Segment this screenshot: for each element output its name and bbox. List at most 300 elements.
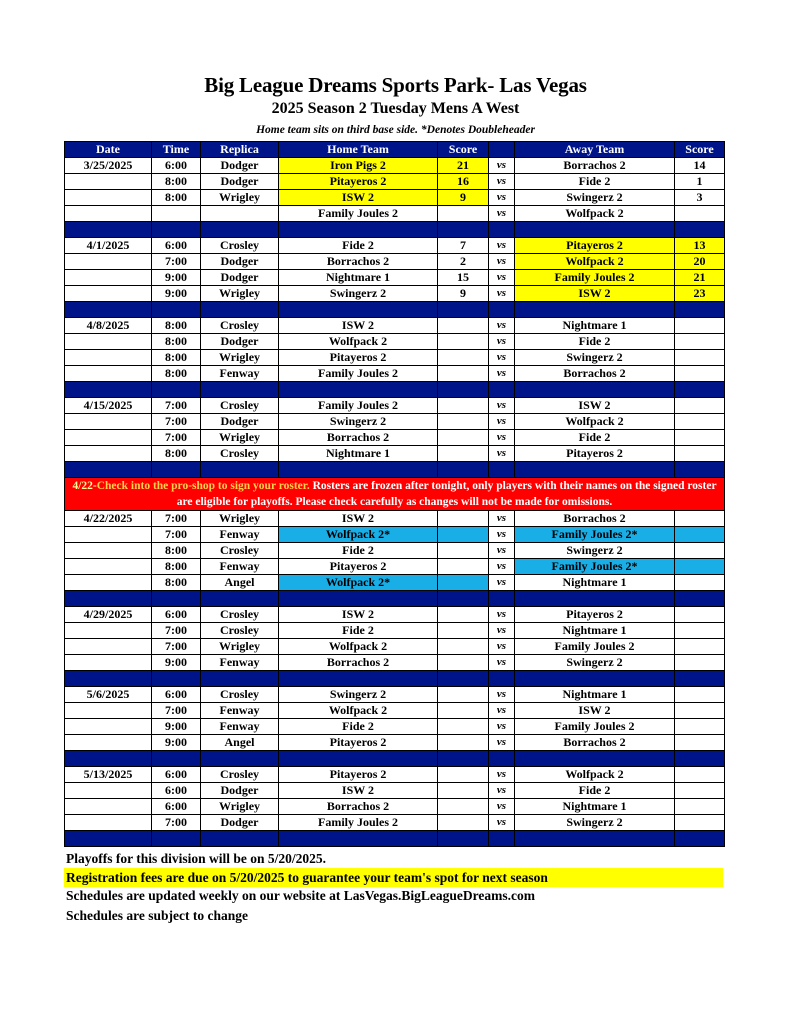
vs-label: vs: [489, 719, 515, 735]
separator-cell: [675, 591, 725, 607]
vs-label: vs: [489, 767, 515, 783]
separator-cell: [675, 671, 725, 687]
game-row: [65, 623, 725, 639]
game-row: [65, 767, 725, 783]
vs-label: vs: [489, 639, 515, 655]
week-separator-row: [65, 462, 725, 478]
game-replica-field: Dodger: [201, 254, 279, 270]
vs-label: vs: [489, 511, 515, 527]
game-row: [65, 607, 725, 623]
game-replica-field: Crosley: [201, 318, 279, 334]
game-row: [65, 238, 725, 254]
separator-cell: [279, 831, 438, 847]
home-score: 7: [438, 238, 489, 254]
away-score: [675, 767, 725, 783]
roster-notice-row: [65, 478, 725, 511]
home-score: [438, 655, 489, 671]
vs-label: vs: [489, 655, 515, 671]
game-date: [65, 350, 152, 366]
game-row: [65, 655, 725, 671]
away-score: 3: [675, 190, 725, 206]
separator-cell: [489, 382, 515, 398]
separator-cell: [515, 302, 675, 318]
away-score: [675, 687, 725, 703]
game-date: 4/8/2025: [65, 318, 152, 334]
game-row: [65, 398, 725, 414]
away-score: 21: [675, 270, 725, 286]
col-header-date: Date: [65, 142, 152, 158]
away-team: ISW 2: [515, 703, 675, 719]
separator-cell: [438, 831, 489, 847]
home-team: Iron Pigs 2: [279, 158, 438, 174]
home-score: [438, 783, 489, 799]
separator-cell: [201, 382, 279, 398]
vs-label: vs: [489, 703, 515, 719]
game-row: [65, 543, 725, 559]
game-row: [65, 350, 725, 366]
home-team: Pitayeros 2: [279, 350, 438, 366]
away-team: Swingerz 2: [515, 350, 675, 366]
home-score: [438, 334, 489, 350]
game-date: 4/22/2025: [65, 511, 152, 527]
schedule-note: Home team sits on third base side. *Denotes Doubleheader: [256, 124, 535, 136]
separator-cell: [65, 591, 152, 607]
vs-label: vs: [489, 238, 515, 254]
game-replica-field: Dodger: [201, 158, 279, 174]
separator-cell: [515, 462, 675, 478]
home-team: Pitayeros 2: [279, 174, 438, 190]
away-team: Swingerz 2: [515, 655, 675, 671]
away-team: Family Joules 2: [515, 639, 675, 655]
game-row: [65, 575, 725, 591]
separator-cell: [489, 831, 515, 847]
game-date: [65, 639, 152, 655]
home-score: [438, 398, 489, 414]
game-replica-field: Crosley: [201, 398, 279, 414]
home-score: [438, 735, 489, 751]
game-time: 8:00: [152, 318, 201, 334]
separator-cell: [201, 302, 279, 318]
separator-cell: [279, 302, 438, 318]
game-time: 8:00: [152, 446, 201, 462]
registration-note: Registration fees are due on 5/20/2025 to guarantee your team's spot for next season: [64, 868, 723, 887]
away-team: Fide 2: [515, 334, 675, 350]
home-team: ISW 2: [279, 511, 438, 527]
separator-cell: [675, 462, 725, 478]
away-score: [675, 623, 725, 639]
game-time: 6:00: [152, 158, 201, 174]
away-score: [675, 446, 725, 462]
separator-cell: [279, 462, 438, 478]
away-team: Family Joules 2*: [515, 559, 675, 575]
game-row: [65, 527, 725, 543]
away-team: Fide 2: [515, 174, 675, 190]
vs-label: vs: [489, 543, 515, 559]
game-date: [65, 783, 152, 799]
away-score: [675, 398, 725, 414]
game-replica-field: Crosley: [201, 543, 279, 559]
home-score: [438, 703, 489, 719]
away-score: [675, 607, 725, 623]
home-score: [438, 623, 489, 639]
game-replica-field: Dodger: [201, 174, 279, 190]
away-team: Fide 2: [515, 783, 675, 799]
separator-cell: [152, 222, 201, 238]
home-team: Swingerz 2: [279, 687, 438, 703]
notice-highlight: Check into the pro-shop to sign your roster.: [96, 480, 310, 492]
home-team: Family Joules 2: [279, 398, 438, 414]
separator-cell: [152, 671, 201, 687]
game-time: 6:00: [152, 767, 201, 783]
home-team: Swingerz 2: [279, 414, 438, 430]
game-row: [65, 446, 725, 462]
separator-cell: [438, 751, 489, 767]
game-date: [65, 543, 152, 559]
separator-cell: [65, 671, 152, 687]
schedule-table: [64, 141, 725, 847]
separator-cell: [201, 462, 279, 478]
game-time: 8:00: [152, 334, 201, 350]
vs-label: vs: [489, 559, 515, 575]
page-title: Big League Dreams Sports Park- Las Vegas: [204, 73, 587, 97]
game-row: [65, 366, 725, 382]
week-separator-row: [65, 671, 725, 687]
separator-cell: [489, 302, 515, 318]
vs-label: vs: [489, 334, 515, 350]
home-team: ISW 2: [279, 318, 438, 334]
game-row: [65, 687, 725, 703]
away-team: ISW 2: [515, 286, 675, 302]
game-date: [65, 190, 152, 206]
game-time: 7:00: [152, 430, 201, 446]
home-team: ISW 2: [279, 783, 438, 799]
home-team: Wolfpack 2: [279, 703, 438, 719]
game-replica-field: Fenway: [201, 527, 279, 543]
separator-cell: [65, 831, 152, 847]
away-team: Borrachos 2: [515, 158, 675, 174]
separator-cell: [489, 751, 515, 767]
game-row: [65, 286, 725, 302]
game-time: 9:00: [152, 655, 201, 671]
separator-cell: [152, 831, 201, 847]
game-replica-field: Fenway: [201, 559, 279, 575]
vs-label: vs: [489, 398, 515, 414]
game-row: [65, 703, 725, 719]
home-score: [438, 430, 489, 446]
game-date: [65, 815, 152, 831]
home-score: [438, 799, 489, 815]
game-date: 5/13/2025: [65, 767, 152, 783]
vs-label: vs: [489, 286, 515, 302]
game-row: [65, 270, 725, 286]
separator-cell: [675, 382, 725, 398]
col-header-home-team: Home Team: [279, 142, 438, 158]
away-score: [675, 334, 725, 350]
roster-notice: [65, 478, 725, 511]
away-team: Nightmare 1: [515, 799, 675, 815]
game-time: 8:00: [152, 350, 201, 366]
home-score: 9: [438, 286, 489, 302]
home-team: Borrachos 2: [279, 430, 438, 446]
vs-label: vs: [489, 575, 515, 591]
separator-cell: [152, 591, 201, 607]
home-team: Wolfpack 2*: [279, 527, 438, 543]
vs-label: vs: [489, 158, 515, 174]
home-score: [438, 559, 489, 575]
schedule-body: [65, 158, 725, 847]
home-score: 16: [438, 174, 489, 190]
home-team: Fide 2: [279, 238, 438, 254]
separator-cell: [65, 302, 152, 318]
vs-label: vs: [489, 318, 515, 334]
game-time: 9:00: [152, 719, 201, 735]
home-team: Wolfpack 2: [279, 334, 438, 350]
separator-cell: [152, 462, 201, 478]
game-row: [65, 735, 725, 751]
separator-cell: [438, 382, 489, 398]
game-time: 7:00: [152, 815, 201, 831]
game-time: 6:00: [152, 238, 201, 254]
vs-label: vs: [489, 190, 515, 206]
home-score: [438, 350, 489, 366]
separator-cell: [515, 831, 675, 847]
home-team: Wolfpack 2: [279, 639, 438, 655]
game-row: [65, 719, 725, 735]
vs-label: vs: [489, 430, 515, 446]
game-time: 9:00: [152, 270, 201, 286]
game-time: 9:00: [152, 286, 201, 302]
game-row: [65, 799, 725, 815]
game-time: 7:00: [152, 414, 201, 430]
game-replica-field: Fenway: [201, 366, 279, 382]
home-score: [438, 639, 489, 655]
home-team: Wolfpack 2*: [279, 575, 438, 591]
vs-label: vs: [489, 783, 515, 799]
home-team: Fide 2: [279, 543, 438, 559]
away-score: 1: [675, 174, 725, 190]
away-score: [675, 414, 725, 430]
game-time: 9:00: [152, 735, 201, 751]
home-team: Pitayeros 2: [279, 767, 438, 783]
separator-cell: [489, 462, 515, 478]
away-score: [675, 575, 725, 591]
home-score: [438, 543, 489, 559]
away-team: Nightmare 1: [515, 687, 675, 703]
game-date: [65, 446, 152, 462]
game-row: [65, 815, 725, 831]
vs-label: vs: [489, 623, 515, 639]
game-replica-field: Crosley: [201, 623, 279, 639]
game-time: 7:00: [152, 703, 201, 719]
separator-cell: [515, 671, 675, 687]
home-team: Borrachos 2: [279, 655, 438, 671]
vs-label: vs: [489, 799, 515, 815]
home-score: [438, 719, 489, 735]
home-team: Borrachos 2: [279, 254, 438, 270]
away-score: [675, 350, 725, 366]
game-replica-field: [201, 206, 279, 222]
away-score: [675, 719, 725, 735]
home-team: ISW 2: [279, 190, 438, 206]
separator-cell: [65, 462, 152, 478]
home-score: [438, 575, 489, 591]
game-row: [65, 334, 725, 350]
game-row: [65, 254, 725, 270]
away-score: [675, 799, 725, 815]
game-time: 8:00: [152, 559, 201, 575]
home-score: 15: [438, 270, 489, 286]
game-replica-field: Fenway: [201, 655, 279, 671]
playoffs-note: Playoffs for this division will be on 5/20/2025.: [66, 851, 327, 866]
separator-cell: [65, 382, 152, 398]
separator-cell: [438, 671, 489, 687]
separator-cell: [279, 671, 438, 687]
game-time: 8:00: [152, 190, 201, 206]
home-score: [438, 527, 489, 543]
game-replica-field: Wrigley: [201, 190, 279, 206]
separator-cell: [675, 302, 725, 318]
game-row: [65, 559, 725, 575]
table-header-row: [65, 142, 725, 158]
game-date: [65, 719, 152, 735]
home-score: [438, 767, 489, 783]
separator-cell: [515, 382, 675, 398]
game-date: [65, 206, 152, 222]
game-time: 6:00: [152, 783, 201, 799]
game-date: [65, 414, 152, 430]
game-replica-field: Wrigley: [201, 286, 279, 302]
game-replica-field: Dodger: [201, 414, 279, 430]
home-team: Pitayeros 2: [279, 559, 438, 575]
game-date: 4/15/2025: [65, 398, 152, 414]
away-score: [675, 206, 725, 222]
game-replica-field: Crosley: [201, 446, 279, 462]
separator-cell: [515, 222, 675, 238]
away-score: 13: [675, 238, 725, 254]
separator-cell: [201, 831, 279, 847]
separator-cell: [675, 222, 725, 238]
game-date: [65, 799, 152, 815]
away-team: Family Joules 2*: [515, 527, 675, 543]
game-replica-field: Wrigley: [201, 799, 279, 815]
game-time: 6:00: [152, 799, 201, 815]
game-date: [65, 559, 152, 575]
col-header-away-team: Away Team: [515, 142, 675, 158]
separator-cell: [279, 222, 438, 238]
game-replica-field: Wrigley: [201, 511, 279, 527]
away-score: [675, 655, 725, 671]
game-date: 4/1/2025: [65, 238, 152, 254]
game-replica-field: Wrigley: [201, 639, 279, 655]
away-team: Wolfpack 2: [515, 414, 675, 430]
game-time: 6:00: [152, 687, 201, 703]
game-date: [65, 254, 152, 270]
away-score: 20: [675, 254, 725, 270]
vs-label: vs: [489, 206, 515, 222]
week-separator-row: [65, 751, 725, 767]
separator-cell: [279, 382, 438, 398]
home-team: Fide 2: [279, 719, 438, 735]
separator-cell: [489, 222, 515, 238]
vs-label: vs: [489, 527, 515, 543]
game-row: [65, 318, 725, 334]
away-score: [675, 559, 725, 575]
home-team: Pitayeros 2: [279, 735, 438, 751]
home-score: [438, 414, 489, 430]
game-date: 4/29/2025: [65, 607, 152, 623]
separator-cell: [152, 751, 201, 767]
vs-label: vs: [489, 270, 515, 286]
separator-cell: [438, 222, 489, 238]
col-header-home-score: Score: [438, 142, 489, 158]
away-team: Borrachos 2: [515, 735, 675, 751]
away-score: [675, 815, 725, 831]
away-score: [675, 511, 725, 527]
vs-label: vs: [489, 254, 515, 270]
away-score: [675, 543, 725, 559]
col-header-away-score: Score: [675, 142, 725, 158]
game-date: [65, 735, 152, 751]
away-score: [675, 783, 725, 799]
game-time: 7:00: [152, 254, 201, 270]
away-team: Nightmare 1: [515, 318, 675, 334]
game-time: 8:00: [152, 543, 201, 559]
game-replica-field: Fenway: [201, 703, 279, 719]
game-row: [65, 414, 725, 430]
away-team: Family Joules 2: [515, 270, 675, 286]
website-note: Schedules are updated weekly on our website at LasVegas.BigLeagueDreams.com: [66, 888, 536, 903]
game-row: [65, 430, 725, 446]
vs-label: vs: [489, 174, 515, 190]
away-score: [675, 639, 725, 655]
vs-label: vs: [489, 687, 515, 703]
game-date: [65, 334, 152, 350]
away-score: [675, 430, 725, 446]
game-date: [65, 286, 152, 302]
game-replica-field: Dodger: [201, 783, 279, 799]
game-date: [65, 527, 152, 543]
home-team: Borrachos 2: [279, 799, 438, 815]
separator-cell: [152, 382, 201, 398]
home-team: Family Joules 2: [279, 206, 438, 222]
home-team: Family Joules 2: [279, 815, 438, 831]
separator-cell: [65, 751, 152, 767]
game-replica-field: Wrigley: [201, 430, 279, 446]
separator-cell: [438, 462, 489, 478]
game-row: [65, 190, 725, 206]
home-team: Family Joules 2: [279, 366, 438, 382]
away-team: Family Joules 2: [515, 719, 675, 735]
game-replica-field: Crosley: [201, 607, 279, 623]
home-score: 21: [438, 158, 489, 174]
home-score: 9: [438, 190, 489, 206]
away-team: Pitayeros 2: [515, 607, 675, 623]
game-time: 7:00: [152, 511, 201, 527]
away-score: [675, 703, 725, 719]
game-row: [65, 511, 725, 527]
away-team: Wolfpack 2: [515, 767, 675, 783]
game-replica-field: Dodger: [201, 270, 279, 286]
game-row: [65, 639, 725, 655]
game-time: 6:00: [152, 607, 201, 623]
notice-date: 4/22-: [72, 480, 97, 492]
game-replica-field: Wrigley: [201, 350, 279, 366]
home-score: [438, 607, 489, 623]
game-date: [65, 366, 152, 382]
game-date: [65, 430, 152, 446]
game-time: 7:00: [152, 639, 201, 655]
vs-label: vs: [489, 607, 515, 623]
